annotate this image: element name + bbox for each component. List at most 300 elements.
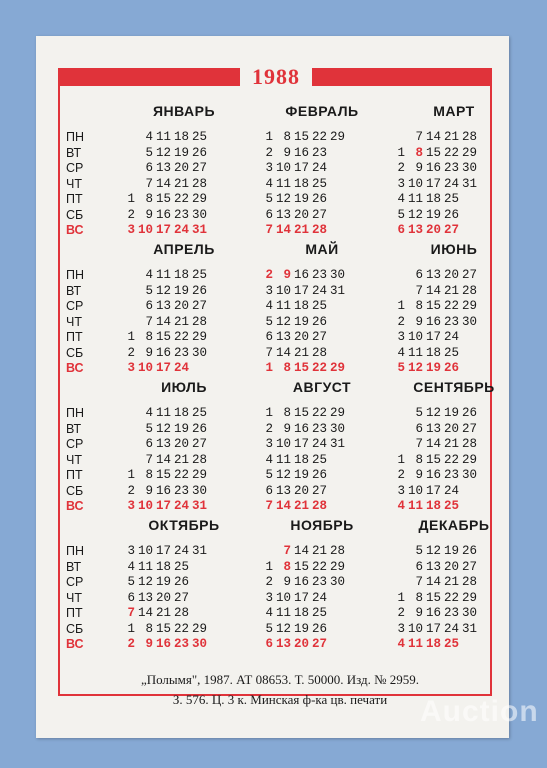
- day-number: 28: [312, 345, 328, 360]
- day-number: 18: [426, 499, 442, 513]
- day-number: 17: [156, 544, 172, 558]
- week-row: [120, 346, 248, 362]
- weekday-label: ВС: [66, 223, 84, 237]
- day-number: 24: [444, 621, 460, 636]
- weekday-label: ПН: [66, 406, 85, 420]
- day-number: 22: [444, 590, 460, 605]
- day-number: 8: [415, 145, 423, 160]
- day-number: 5: [145, 283, 153, 298]
- day-number: 22: [312, 361, 328, 375]
- day-number: 28: [462, 283, 478, 298]
- week-row: [258, 177, 386, 193]
- week-row: [258, 223, 386, 239]
- day-number: 29: [462, 452, 478, 467]
- day-number: 28: [462, 575, 478, 589]
- week-row: [258, 130, 386, 146]
- day-number: 17: [294, 590, 310, 605]
- day-number: 25: [174, 559, 190, 574]
- weekday-label: ПТ: [66, 330, 83, 344]
- day-number: 14: [138, 606, 154, 620]
- week-row: [390, 130, 518, 146]
- day-number: 26: [312, 621, 328, 636]
- weekday-label: ВТ: [66, 559, 82, 574]
- week-row: [120, 575, 248, 591]
- day-number: 23: [444, 161, 460, 175]
- months-grid: [60, 100, 495, 652]
- day-number: 14: [426, 283, 442, 298]
- day-number: 19: [426, 207, 442, 222]
- day-number: 27: [174, 590, 190, 605]
- day-number: 6: [415, 268, 423, 282]
- day-number: 15: [426, 299, 442, 313]
- day-number: 15: [294, 559, 310, 574]
- week-row: [258, 299, 386, 315]
- weekday-label: ВС: [66, 499, 84, 513]
- weekday-label: ЧТ: [66, 314, 82, 329]
- year-title: 1988: [252, 64, 300, 89]
- day-number: 5: [265, 468, 273, 482]
- day-number: 30: [330, 268, 346, 282]
- day-number: 4: [397, 345, 405, 360]
- day-number: 13: [276, 637, 292, 651]
- weekday-label: СБ: [66, 207, 84, 222]
- day-number: 20: [174, 299, 190, 313]
- week-row: [120, 468, 248, 484]
- day-number: 18: [426, 637, 442, 651]
- week-row: [120, 422, 248, 438]
- day-number: 30: [462, 468, 478, 482]
- day-number: 13: [138, 590, 154, 605]
- week-row: [390, 315, 518, 331]
- week-row: [120, 192, 248, 208]
- day-number: 23: [312, 421, 328, 436]
- day-number: 29: [462, 145, 478, 160]
- day-number: 8: [283, 406, 291, 420]
- weekday-label: ПТ: [66, 606, 83, 620]
- day-number: 11: [408, 499, 424, 513]
- day-number: 8: [283, 559, 291, 574]
- day-number: 26: [312, 468, 328, 482]
- weekday-label: СБ: [66, 345, 84, 360]
- day-number: 16: [156, 483, 172, 498]
- day-number: 7: [127, 606, 135, 620]
- day-number: 9: [283, 421, 291, 436]
- week-row: [120, 560, 248, 576]
- week-row: [390, 437, 518, 453]
- day-number: 4: [145, 268, 153, 282]
- day-number: 10: [276, 283, 292, 298]
- week-row: [390, 361, 518, 377]
- day-number: 19: [444, 406, 460, 420]
- day-number: 30: [192, 483, 208, 498]
- weekday-label: СБ: [66, 621, 84, 636]
- week-row: [120, 177, 248, 193]
- day-number: 25: [444, 499, 460, 513]
- day-number: 5: [145, 421, 153, 436]
- day-number: 19: [156, 575, 172, 589]
- month-block: [390, 100, 518, 239]
- day-number: 12: [276, 621, 292, 636]
- day-number: 13: [276, 483, 292, 498]
- month-name: ДЕКАБРЬ: [418, 517, 490, 533]
- day-number: 21: [294, 345, 310, 360]
- day-number: 19: [174, 145, 190, 160]
- day-number: 13: [156, 299, 172, 313]
- month-block: [390, 238, 518, 377]
- week-row: [390, 575, 518, 591]
- day-number: 23: [444, 468, 460, 482]
- day-number: 1: [397, 590, 405, 605]
- day-number: 14: [294, 544, 310, 558]
- day-number: 21: [174, 314, 190, 329]
- week-row: [258, 208, 386, 224]
- day-number: 29: [192, 468, 208, 482]
- day-number: 23: [174, 345, 190, 360]
- day-number: 26: [174, 575, 190, 589]
- day-number: 18: [174, 406, 190, 420]
- day-number: 1: [397, 452, 405, 467]
- week-row: [258, 146, 386, 162]
- week-row: [120, 406, 248, 422]
- day-number: 30: [330, 421, 346, 436]
- day-number: 22: [312, 559, 328, 574]
- weekday-label: ПН: [66, 268, 85, 282]
- day-number: 5: [145, 145, 153, 160]
- day-number: 14: [276, 345, 292, 360]
- day-number: 9: [283, 145, 291, 160]
- day-number: 22: [444, 452, 460, 467]
- day-number: 8: [145, 330, 153, 344]
- day-number: 18: [294, 606, 310, 620]
- week-row: [258, 361, 386, 377]
- day-number: 7: [415, 283, 423, 298]
- day-number: 18: [294, 452, 310, 467]
- day-number: 3: [397, 483, 405, 498]
- day-number: 13: [426, 421, 442, 436]
- day-number: 24: [444, 330, 460, 344]
- day-number: 4: [145, 406, 153, 420]
- week-row: [390, 422, 518, 438]
- day-number: 6: [265, 207, 273, 222]
- day-number: 21: [174, 452, 190, 467]
- day-number: 2: [397, 161, 405, 175]
- month-name: МАРТ: [433, 103, 475, 119]
- day-number: 24: [174, 499, 190, 513]
- day-number: 3: [397, 621, 405, 636]
- week-row: [120, 146, 248, 162]
- day-number: 21: [294, 223, 310, 237]
- day-number: 20: [294, 483, 310, 498]
- month-name: НОЯБРЬ: [290, 517, 354, 533]
- weekday-label: ЧТ: [66, 590, 82, 605]
- day-number: 30: [462, 161, 478, 175]
- week-row: [258, 346, 386, 362]
- week-row: [258, 484, 386, 500]
- month-block: [258, 238, 386, 377]
- day-number: 26: [312, 314, 328, 329]
- day-number: 8: [415, 590, 423, 605]
- day-number: 14: [156, 452, 172, 467]
- day-number: 2: [397, 606, 405, 620]
- day-number: 28: [312, 223, 328, 237]
- day-number: 15: [294, 406, 310, 420]
- day-number: 15: [426, 590, 442, 605]
- day-number: 10: [138, 499, 154, 513]
- week-row: [390, 560, 518, 576]
- day-number: 20: [156, 590, 172, 605]
- quarter-row: [60, 514, 488, 652]
- day-number: 29: [330, 130, 346, 144]
- day-number: 11: [156, 406, 172, 420]
- day-number: 20: [174, 161, 190, 175]
- day-number: 24: [174, 361, 190, 375]
- day-number: 18: [294, 176, 310, 191]
- day-number: 8: [145, 621, 153, 636]
- day-number: 9: [145, 637, 153, 651]
- day-number: 10: [276, 161, 292, 175]
- month-block: [390, 376, 518, 515]
- day-number: 20: [294, 330, 310, 344]
- week-row: [258, 268, 386, 284]
- day-number: 26: [192, 421, 208, 436]
- day-number: 19: [174, 421, 190, 436]
- day-number: 26: [192, 145, 208, 160]
- day-number: 30: [462, 314, 478, 329]
- day-number: 11: [276, 299, 292, 313]
- day-number: 28: [174, 606, 190, 620]
- day-number: 10: [276, 437, 292, 451]
- day-number: 19: [174, 283, 190, 298]
- day-number: 13: [156, 437, 172, 451]
- month-name: ЯНВАРЬ: [152, 103, 216, 119]
- weekday-label: СР: [66, 437, 84, 451]
- day-number: 5: [397, 207, 405, 222]
- day-number: 3: [265, 161, 273, 175]
- day-number: 6: [265, 483, 273, 498]
- imprint-line-1: „Полымя", 1987. АТ 08653. Т. 50000. Изд. № 2959.: [140, 672, 420, 687]
- week-row: [120, 637, 248, 653]
- week-row: [120, 330, 248, 346]
- month-block: [120, 238, 248, 377]
- day-number: 9: [415, 606, 423, 620]
- week-row: [258, 192, 386, 208]
- day-number: 8: [145, 192, 153, 206]
- weekday-label: ПН: [66, 130, 85, 144]
- week-row: [120, 453, 248, 469]
- day-number: 12: [276, 192, 292, 206]
- week-row: [120, 544, 248, 560]
- week-row: [390, 268, 518, 284]
- day-number: 23: [312, 268, 328, 282]
- day-number: 25: [444, 345, 460, 360]
- day-number: 9: [145, 207, 153, 222]
- day-number: 8: [283, 130, 291, 144]
- day-number: 4: [127, 559, 135, 574]
- day-number: 1: [265, 559, 273, 574]
- day-number: 24: [312, 590, 328, 605]
- day-number: 16: [426, 314, 442, 329]
- day-number: 22: [444, 299, 460, 313]
- day-number: 12: [138, 575, 154, 589]
- day-number: 1: [397, 299, 405, 313]
- day-number: 7: [145, 176, 153, 191]
- day-number: 20: [174, 437, 190, 451]
- week-row: [258, 560, 386, 576]
- month-name: ИЮЛЬ: [161, 379, 207, 395]
- month-name: ОКТЯБРЬ: [148, 517, 220, 533]
- day-number: 4: [397, 499, 405, 513]
- day-number: 30: [192, 207, 208, 222]
- week-row: [390, 146, 518, 162]
- day-number: 24: [174, 544, 190, 558]
- day-number: 4: [265, 176, 273, 191]
- day-number: 29: [462, 590, 478, 605]
- day-number: 14: [276, 499, 292, 513]
- day-number: 26: [192, 283, 208, 298]
- day-number: 30: [192, 345, 208, 360]
- day-number: 17: [156, 223, 172, 237]
- day-number: 16: [294, 575, 310, 589]
- day-number: 15: [426, 452, 442, 467]
- day-number: 3: [127, 544, 135, 558]
- day-number: 9: [415, 161, 423, 175]
- month-block: [120, 100, 248, 239]
- day-number: 18: [156, 559, 172, 574]
- day-number: 1: [397, 145, 405, 160]
- day-number: 19: [294, 192, 310, 206]
- day-number: 17: [426, 176, 442, 191]
- day-number: 10: [408, 330, 424, 344]
- day-number: 5: [265, 314, 273, 329]
- day-number: 21: [444, 437, 460, 451]
- day-number: 12: [426, 406, 442, 420]
- day-number: 1: [127, 330, 135, 344]
- day-number: 23: [174, 483, 190, 498]
- day-number: 15: [156, 468, 172, 482]
- day-number: 2: [127, 483, 135, 498]
- day-number: 20: [426, 223, 442, 237]
- day-number: 11: [276, 606, 292, 620]
- week-row: [390, 591, 518, 607]
- day-number: 7: [145, 452, 153, 467]
- day-number: 13: [156, 161, 172, 175]
- day-number: 25: [192, 268, 208, 282]
- day-number: 13: [276, 330, 292, 344]
- day-number: 10: [276, 590, 292, 605]
- day-number: 15: [156, 621, 172, 636]
- weekday-labels: [66, 406, 94, 515]
- day-number: 10: [408, 621, 424, 636]
- day-number: 31: [192, 544, 208, 558]
- weekday-label: СР: [66, 161, 84, 175]
- day-number: 7: [415, 130, 423, 144]
- day-number: 6: [397, 223, 405, 237]
- day-number: 9: [415, 468, 423, 482]
- day-number: 2: [265, 268, 273, 282]
- day-number: 4: [265, 452, 273, 467]
- day-number: 15: [156, 330, 172, 344]
- day-number: 1: [127, 192, 135, 206]
- day-number: 19: [294, 621, 310, 636]
- day-number: 11: [276, 452, 292, 467]
- day-number: 20: [294, 637, 310, 651]
- day-number: 21: [294, 499, 310, 513]
- day-number: 7: [415, 575, 423, 589]
- day-number: 14: [426, 437, 442, 451]
- day-number: 24: [444, 483, 460, 498]
- day-number: 1: [127, 468, 135, 482]
- day-number: 16: [156, 207, 172, 222]
- day-number: 12: [276, 314, 292, 329]
- day-number: 6: [265, 637, 273, 651]
- day-number: 3: [397, 330, 405, 344]
- week-row: [258, 284, 386, 300]
- calendar-card: [36, 36, 509, 738]
- day-number: 4: [265, 299, 273, 313]
- day-number: 19: [294, 468, 310, 482]
- day-number: 13: [426, 268, 442, 282]
- day-number: 27: [312, 207, 328, 222]
- day-number: 19: [444, 544, 460, 558]
- day-number: 31: [330, 283, 346, 298]
- day-number: 12: [156, 145, 172, 160]
- day-number: 26: [462, 544, 478, 558]
- day-number: 30: [330, 575, 346, 589]
- day-number: 25: [312, 452, 328, 467]
- day-number: 23: [174, 637, 190, 651]
- day-number: 7: [145, 314, 153, 329]
- day-number: 1: [265, 130, 273, 144]
- weekday-label: ВС: [66, 637, 84, 651]
- day-number: 14: [156, 314, 172, 329]
- week-row: [258, 606, 386, 622]
- day-number: 23: [312, 145, 328, 160]
- day-number: 7: [415, 437, 423, 451]
- day-number: 21: [156, 606, 172, 620]
- day-number: 16: [426, 161, 442, 175]
- week-row: [390, 406, 518, 422]
- day-number: 1: [265, 406, 273, 420]
- day-number: 30: [462, 606, 478, 620]
- day-number: 8: [415, 452, 423, 467]
- week-row: [120, 606, 248, 622]
- day-number: 26: [462, 406, 478, 420]
- day-number: 28: [312, 499, 328, 513]
- day-number: 22: [312, 130, 328, 144]
- day-number: 15: [294, 361, 310, 375]
- day-number: 6: [145, 161, 153, 175]
- day-number: 17: [294, 437, 310, 451]
- day-number: 13: [408, 223, 424, 237]
- day-number: 20: [444, 559, 460, 574]
- week-row: [120, 130, 248, 146]
- day-number: 27: [312, 330, 328, 344]
- day-number: 2: [127, 345, 135, 360]
- day-number: 16: [156, 345, 172, 360]
- day-number: 18: [426, 345, 442, 360]
- day-number: 29: [330, 559, 346, 574]
- week-row: [258, 437, 386, 453]
- day-number: 12: [408, 207, 424, 222]
- day-number: 13: [276, 207, 292, 222]
- day-number: 7: [265, 499, 273, 513]
- day-number: 2: [127, 207, 135, 222]
- day-number: 8: [283, 361, 291, 375]
- week-row: [120, 622, 248, 638]
- day-number: 5: [127, 575, 135, 589]
- week-row: [258, 315, 386, 331]
- week-row: [120, 499, 248, 515]
